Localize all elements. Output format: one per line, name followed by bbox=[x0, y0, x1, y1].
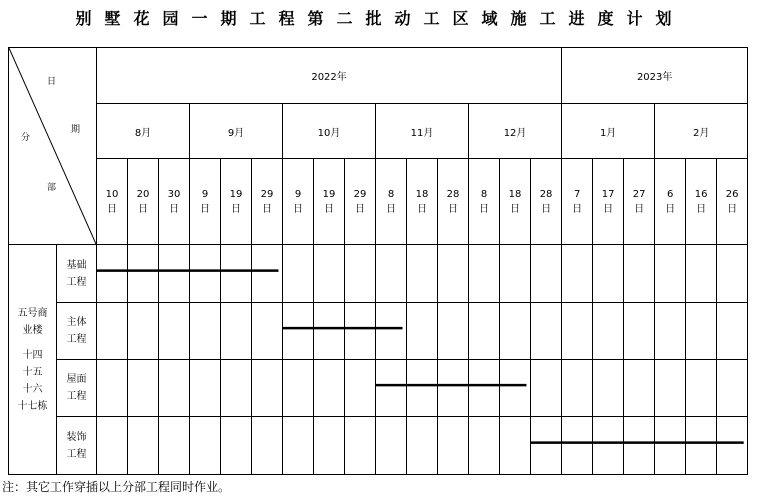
day-unit: 日 bbox=[448, 203, 458, 215]
building-label: 十四 bbox=[22, 349, 43, 361]
day-header bbox=[97, 159, 128, 245]
day-unit: 日 bbox=[138, 203, 148, 215]
day-header bbox=[190, 159, 221, 245]
day-unit: 日 bbox=[293, 203, 303, 215]
day-number: 28 bbox=[539, 188, 553, 200]
day-unit: 日 bbox=[696, 203, 707, 215]
corner-label-section: 部 bbox=[47, 183, 57, 193]
day-header bbox=[376, 159, 407, 245]
task-row bbox=[9, 245, 748, 303]
day-number: 20 bbox=[136, 188, 150, 200]
task-name-line: 工程 bbox=[66, 276, 87, 288]
day-header bbox=[531, 159, 562, 245]
building-label: 十五 bbox=[22, 366, 43, 378]
project-name-line: 五号商 bbox=[17, 307, 48, 319]
day-number: 8 bbox=[480, 188, 488, 200]
day-unit: 日 bbox=[417, 203, 427, 215]
year-header-2022: 2022年 bbox=[97, 48, 562, 104]
corner-header bbox=[9, 48, 97, 245]
month-header: 11月 bbox=[376, 104, 469, 159]
day-number: 16 bbox=[694, 188, 708, 200]
day-header bbox=[407, 159, 438, 245]
day-unit: 日 bbox=[510, 203, 520, 215]
day-header bbox=[314, 159, 345, 245]
day-header bbox=[283, 159, 314, 245]
day-unit: 日 bbox=[572, 203, 583, 215]
day-header bbox=[221, 159, 252, 245]
day-unit: 日 bbox=[107, 203, 117, 215]
day-header bbox=[469, 159, 500, 245]
task-row bbox=[9, 417, 748, 475]
day-number: 28 bbox=[446, 188, 460, 200]
day-header bbox=[438, 159, 469, 245]
day-header bbox=[624, 159, 655, 245]
day-unit: 日 bbox=[324, 203, 334, 215]
task-row bbox=[9, 303, 748, 360]
year-header-2023: 2023年 bbox=[562, 48, 748, 104]
month-header: 8月 bbox=[97, 104, 190, 159]
day-header bbox=[655, 159, 686, 245]
day-unit: 日 bbox=[727, 203, 738, 215]
day-number: 19 bbox=[229, 188, 243, 200]
task-name-line: 装饰 bbox=[66, 431, 87, 443]
building-label: 十六 bbox=[22, 383, 43, 395]
month-header: 12月 bbox=[469, 104, 562, 159]
month-header: 9月 bbox=[190, 104, 283, 159]
day-number: 29 bbox=[353, 188, 367, 200]
day-header bbox=[562, 159, 593, 245]
month-header: 2月 bbox=[655, 104, 748, 159]
day-header bbox=[345, 159, 376, 245]
day-unit: 日 bbox=[169, 203, 179, 215]
day-header bbox=[128, 159, 159, 245]
task-row bbox=[9, 360, 748, 417]
month-header: 10月 bbox=[283, 104, 376, 159]
day-number: 26 bbox=[725, 188, 739, 200]
task-name-cell bbox=[57, 417, 97, 475]
building-label: 十七栋 bbox=[17, 400, 48, 412]
day-unit: 日 bbox=[541, 203, 552, 215]
corner-label-period: 期 bbox=[71, 125, 81, 135]
month-header: 1月 bbox=[562, 104, 655, 159]
task-name-line: 主体 bbox=[66, 317, 87, 328]
day-unit: 日 bbox=[634, 203, 645, 215]
project-cell bbox=[9, 245, 57, 475]
task-name-line: 基础 bbox=[66, 259, 87, 271]
day-unit: 日 bbox=[355, 203, 365, 215]
day-number: 6 bbox=[666, 188, 674, 200]
day-number: 27 bbox=[632, 188, 646, 200]
day-number: 10 bbox=[105, 188, 119, 200]
day-header bbox=[686, 159, 717, 245]
day-number: 18 bbox=[415, 188, 429, 200]
day-unit: 日 bbox=[200, 203, 210, 215]
day-number: 30 bbox=[167, 188, 181, 200]
day-number: 9 bbox=[294, 188, 302, 200]
task-name-cell bbox=[57, 360, 97, 417]
day-unit: 日 bbox=[231, 203, 241, 215]
day-number: 17 bbox=[601, 188, 615, 200]
day-unit: 日 bbox=[262, 203, 272, 215]
day-header bbox=[159, 159, 190, 245]
task-name-line: 工程 bbox=[66, 334, 87, 345]
project-name-line: 业楼 bbox=[22, 324, 43, 336]
corner-label-sub: 分 bbox=[21, 133, 31, 143]
day-unit: 日 bbox=[665, 203, 676, 215]
day-number: 18 bbox=[508, 188, 522, 200]
schedule-table bbox=[8, 47, 748, 475]
task-name-line: 工程 bbox=[66, 391, 87, 402]
page-title: 别墅花园一期工程第二批动工区域施工进度计划 bbox=[75, 9, 685, 28]
day-header bbox=[593, 159, 624, 245]
task-name-cell bbox=[57, 245, 97, 303]
day-number: 29 bbox=[260, 188, 274, 200]
day-unit: 日 bbox=[386, 203, 396, 215]
day-header bbox=[717, 159, 748, 245]
task-name-line: 工程 bbox=[66, 448, 87, 460]
corner-label-day: 日 bbox=[47, 77, 57, 87]
day-number: 7 bbox=[573, 188, 581, 200]
day-header bbox=[252, 159, 283, 245]
day-number: 8 bbox=[387, 188, 395, 200]
footnote: 注：其它工作穿插以上分部工程同时作业。 bbox=[2, 480, 231, 494]
task-name-line: 屋面 bbox=[66, 374, 87, 385]
day-header bbox=[500, 159, 531, 245]
day-number: 19 bbox=[322, 188, 336, 200]
task-name-cell bbox=[57, 303, 97, 360]
day-unit: 日 bbox=[479, 203, 489, 215]
day-number: 9 bbox=[201, 188, 209, 200]
day-unit: 日 bbox=[603, 203, 614, 215]
